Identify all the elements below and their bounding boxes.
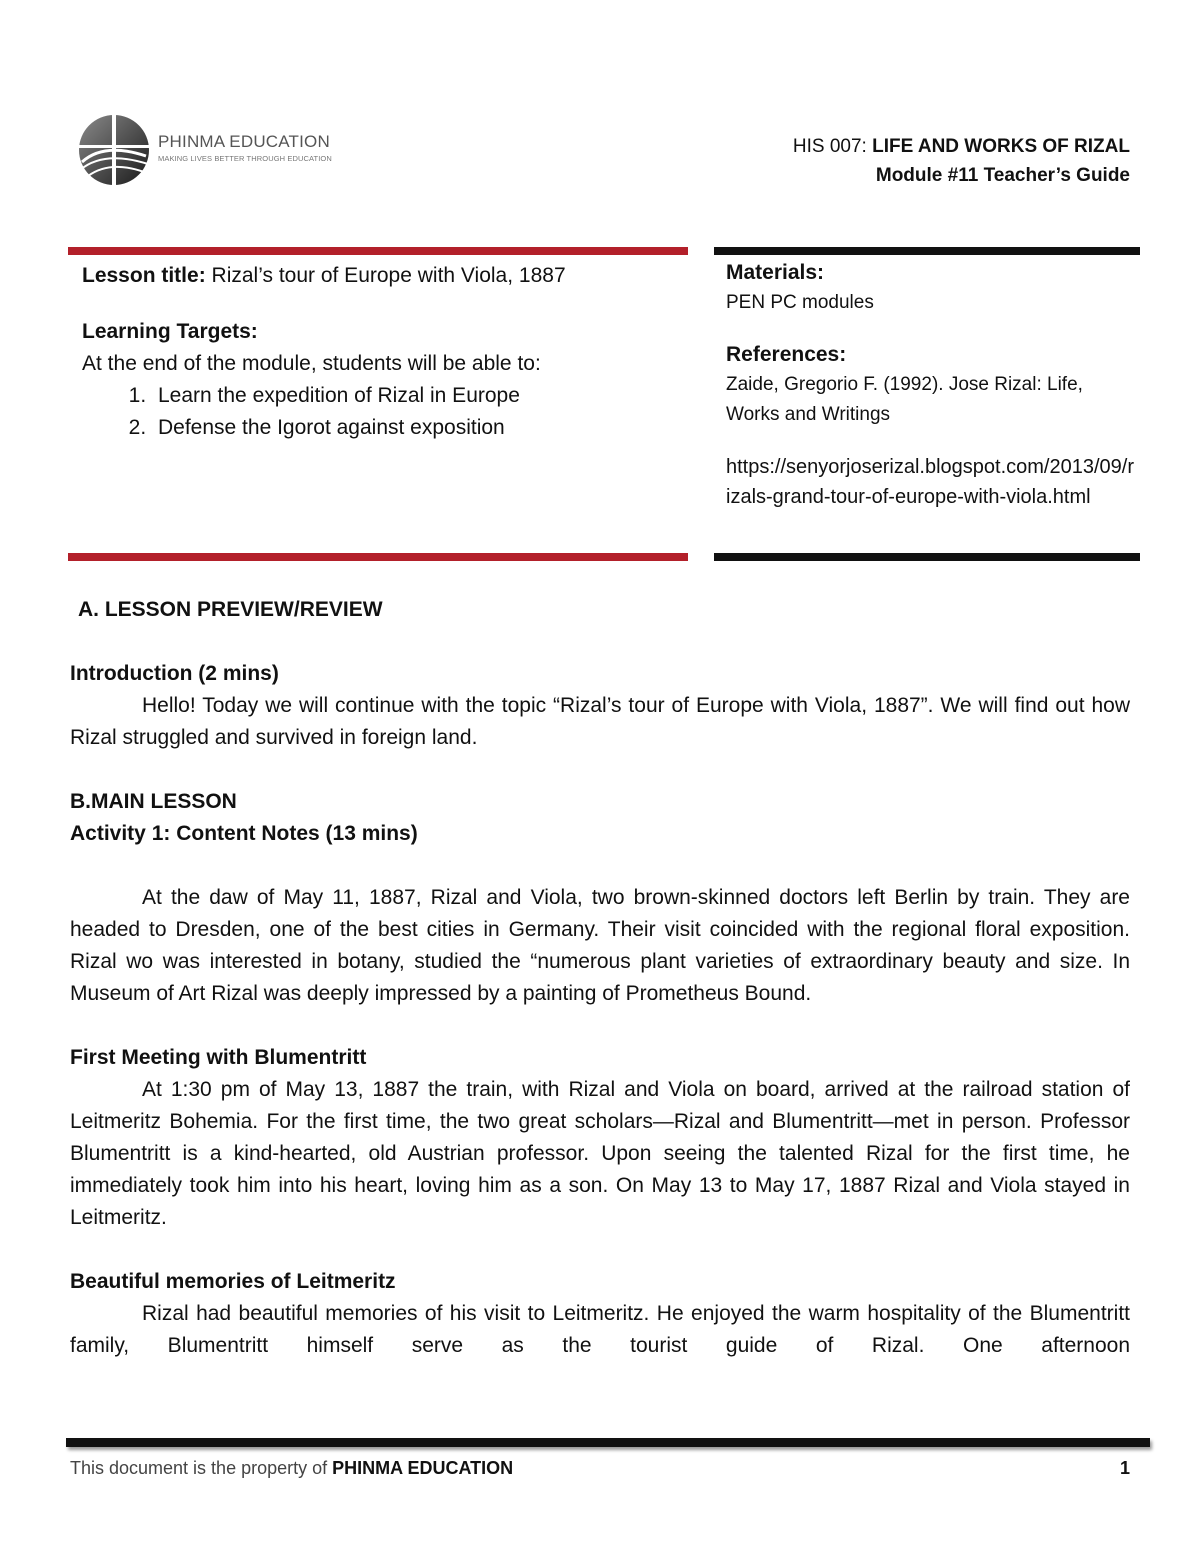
materials-label: Materials: — [726, 261, 825, 284]
footer-owner: PHINMA EDUCATION — [332, 1458, 514, 1478]
materials-value: PEN PC modules — [726, 292, 874, 313]
course-header — [793, 132, 1130, 190]
materials-info — [726, 258, 1136, 512]
learning-targets-list — [82, 380, 682, 444]
learning-target-item: 1. Learn the expedition of Rizal in Europe — [152, 380, 682, 412]
memories-heading: Beautiful memories of Leitmeritz — [70, 1270, 396, 1293]
first-meeting-heading: First Meeting with Blumentritt — [70, 1046, 367, 1069]
logo-name: PHINMA EDUCATION — [158, 132, 330, 151]
module-title: Module #11 Teacher’s Guide — [875, 165, 1130, 186]
course-code: HIS 007: — [792, 136, 873, 157]
phinma-logo — [74, 112, 344, 188]
introduction-text: Hello! Today we will continue with the topic “Rizal’s tour of Europe with Viola, 1887”. We will find out how Rizal struggled and survived in foreign land. — [70, 694, 1130, 749]
first-meeting-text: At 1:30 pm of May 13, 1887 the train, with Rizal and Viola on board, arrived at the railroad station of Leitmeritz Bohemia. For the first time, the two great scholars—Rizal and Blumentritt—met in person. Professor Blumentritt is a kind-hearted, old Austrian professor. Upon seeing the talented Rizal for the first time, he immediately took him into his heart, loving him as a son. On May 13 to May 17, 1887 Rizal and Viola stayed in Leitmeritz. — [70, 1078, 1130, 1229]
page-number: 1 — [1119, 1458, 1130, 1478]
main-content — [70, 594, 1130, 1362]
activity-text: At the daw of May 11, 1887, Rizal and Viola, two brown-skinned doctors left Berlin by train. They are headed to Dresden, one of the best cities in Germany. Their visit coincided with the regional floral exposition. Rizal wo was interested in botany, studied the “numerous plant varieties of extraordinary beauty and size. In Museum of Art Rizal was deeply impressed by a painting of Prometheus Bound. — [70, 886, 1130, 1005]
lesson-title-value: Rizal’s tour of Europe with Viola, 1887 — [205, 264, 566, 287]
section-a-heading: A. LESSON PREVIEW/REVIEW — [78, 598, 383, 621]
learning-targets-intro: At the end of the module, students will be able to: — [82, 352, 541, 375]
footer-rule — [66, 1438, 1150, 1447]
activity-heading: Activity 1: Content Notes (13 mins) — [70, 822, 418, 845]
reference-item: Zaide, Gregorio F. (1992). Jose Rizal: Life, Works and Writings — [726, 374, 1083, 425]
footer-text — [70, 1458, 513, 1479]
materials-bottom-rule — [714, 553, 1140, 561]
course-title: LIFE AND WORKS OF RIZAL — [872, 136, 1130, 157]
learning-target-item: 2. Defense the Igorot against exposition — [152, 412, 682, 444]
lesson-bottom-rule — [68, 553, 688, 561]
reference-link[interactable]: https://senyorjoserizal.blogspot.com/2013/09/rizals-grand-tour-of-europe-with-viola.html — [726, 456, 1134, 508]
references-label: References: — [726, 343, 847, 366]
phinma-emblem-icon — [74, 112, 152, 188]
section-b-heading: B.MAIN LESSON — [70, 790, 237, 813]
memories-text: Rizal had beautiful memories of his visit to Leitmeritz. He enjoyed the warm hospitality of the Blumentritt family, Blumentritt himself serve as the tourist guide of Rizal. One afternoon — [70, 1302, 1130, 1357]
learning-targets-label: Learning Targets: — [82, 320, 258, 343]
lesson-top-rule — [68, 247, 688, 255]
lesson-title-label: Lesson title: — [82, 264, 206, 287]
introduction-heading: Introduction (2 mins) — [70, 662, 279, 685]
materials-top-rule — [714, 247, 1140, 255]
footer-property-text: This document is the property of — [70, 1458, 333, 1478]
lesson-info — [82, 260, 682, 444]
logo-tagline: MAKING LIVES BETTER THROUGH EDUCATION — [158, 154, 332, 163]
